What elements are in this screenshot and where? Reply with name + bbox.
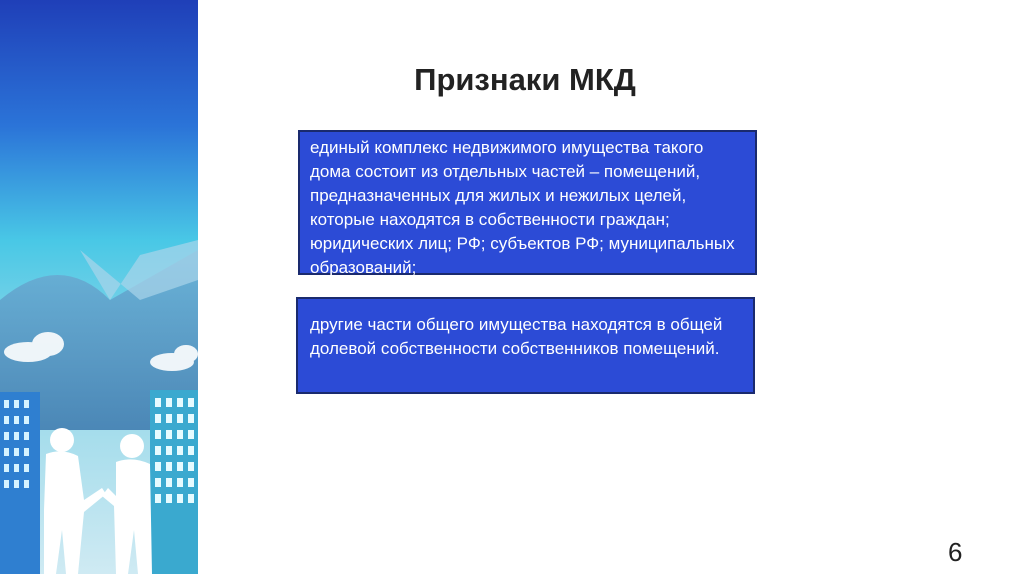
- slide-title: Признаки МКД: [414, 62, 636, 97]
- criteria-box-1: [298, 130, 757, 275]
- criteria-box-2-text: другие части общего имущества находятся в общей долевой собственности собственников помещений.: [310, 315, 723, 358]
- page-number: 6: [948, 537, 963, 567]
- criteria-box-1-text: единый комплекс недвижимого имущества такого дома состоит из отдельных частей – помещений, предназначенных для жилых и нежилых целей, которые находятся в собственности граждан; юридических лиц; РФ; субъектов РФ; муниципальных образований;: [310, 138, 735, 277]
- criteria-box-2: [296, 297, 755, 394]
- decorative-sidebar-illustration: [0, 0, 198, 574]
